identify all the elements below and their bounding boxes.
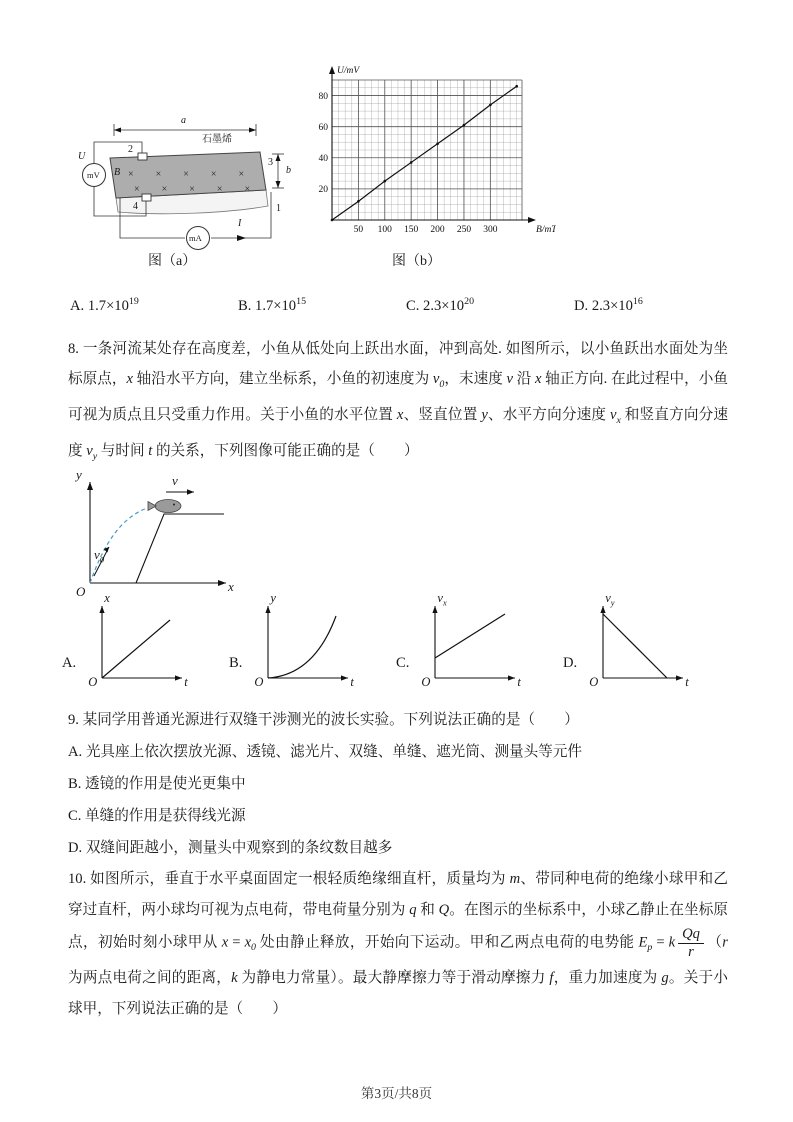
option-letter: C. — [396, 655, 410, 671]
terminal-3-label: 3 — [268, 157, 273, 168]
q8-trajectory-figure — [68, 468, 253, 600]
q8-graph-option-c — [396, 591, 563, 696]
axis-label: y — [270, 591, 276, 605]
svg-text:40: 40 — [318, 153, 328, 164]
q7-options-row — [70, 296, 742, 315]
u-vs-b-line-chart — [304, 64, 556, 246]
option-letter: B. — [229, 655, 243, 671]
axis-label: $v_x$ — [437, 591, 447, 608]
svg-text:U/mV: U/mV — [337, 66, 360, 76]
axis-label-t: t — [350, 675, 354, 689]
q7-option-b: B. $1.7\times 10^{15}$ — [238, 296, 307, 314]
millivoltmeter-label: mV — [87, 170, 100, 180]
velocity-v-label: v — [172, 473, 178, 488]
q7-option-a: A. $1.7\times 10^{19}$ — [70, 296, 139, 314]
trajectory-drawing — [68, 468, 253, 600]
trajectory-path — [90, 504, 164, 583]
svg-text:60: 60 — [318, 122, 328, 133]
question-9-option-a: A. 光具座上依次摆放光源、透镜、滤光片、双缝、单缝、遮光筒、测量头等元件 — [68, 744, 583, 760]
svg-text:250: 250 — [456, 225, 472, 235]
figure-b-caption: 图（b） — [392, 254, 441, 269]
current-I-label: I — [238, 218, 242, 229]
origin-label: O — [254, 675, 264, 689]
axis-label-t: t — [517, 675, 521, 689]
axis-y-label: y — [76, 467, 82, 482]
svg-text:150: 150 — [404, 225, 419, 235]
voltage-U-label: U — [78, 151, 86, 162]
question-9-block — [68, 704, 728, 864]
field-into-page-symbols: × × × × × — [134, 184, 257, 195]
svg-text:300: 300 — [483, 225, 498, 235]
question-9-stem: 9. 某同学用普通光源进行双缝干涉测光的波长实验。下列说法正确的是（ ） — [68, 712, 579, 728]
q8-graph-option-b — [229, 591, 396, 696]
axis-label: $v_y$ — [605, 591, 615, 608]
q8-graph-option-a — [62, 591, 229, 696]
svg-text:100: 100 — [377, 225, 392, 235]
option-letter: D. — [563, 655, 578, 671]
axis-label-t: t — [184, 675, 188, 689]
figure-a-caption: 图（a） — [148, 254, 197, 269]
dimension-b-label: b — [286, 165, 291, 176]
origin-label: O — [76, 584, 86, 599]
figure-b-chart — [304, 64, 556, 246]
svg-text:80: 80 — [318, 91, 328, 102]
svg-text:20: 20 — [318, 185, 328, 196]
axis-x-label: x — [228, 579, 234, 594]
magnetic-field-B-label: B — [114, 167, 121, 178]
option-letter: A. — [62, 655, 77, 671]
origin-label: O — [589, 675, 599, 689]
origin-label: O — [421, 675, 431, 689]
terminal-2-label: 2 — [128, 144, 133, 155]
q7-option-d: D. $2.3\times 10^{16}$ — [574, 296, 643, 314]
terminal-4-label: 4 — [133, 201, 138, 212]
q8-graph-option-d — [563, 591, 730, 696]
question-9-option-b: B. 透镜的作用是使光更集中 — [68, 776, 246, 792]
axis-label: x — [104, 591, 110, 605]
svg-text:200: 200 — [430, 225, 445, 235]
graphene-label: 石墨烯 — [202, 134, 232, 145]
fish-figure — [155, 500, 181, 513]
question-8-text: 8. 一条河流某处存在高度差，小鱼从低处向上跃出水面，冲到高处. 如图所示，以小鱼跃出水面处为坐标原点，x 轴沿水平方向，建立坐标系，小鱼的初速度为 $v_0$，末速度 v 沿 x 轴正方向. 在此过程中，小鱼可视为质点且只受重力作用。关于小鱼的水平位置 x、竖直位置 y、水平方向分速度 $v_x$ 和竖直方向分速度 $v_y$ 与时间 t 的关系，下列图像可能正确的是（ ） — [68, 341, 729, 462]
milliammeter-label: mA — [189, 233, 202, 243]
initial-velocity-label: $v_0$ — [94, 547, 105, 565]
question-9-option-c: C. 单缝的作用是获得线光源 — [68, 808, 246, 824]
q8-option-graphs-row — [62, 591, 730, 696]
question-10-text: 10. 如图所示，垂直于水平桌面固定一根轻质绝缘细直杆，质量均为 m、带同种电荷的绝缘小球甲和乙穿过直杆，两小球均可视为点电荷，带电荷量分别为 q 和 Q。在图示的坐标系中，小球乙静止在坐标原点，初始时刻小球甲从 $x = x_0$ 处由静止释放，开始向下运动。甲和乙两点电荷的电势能 $E_p = k$ $\frac{Qq}{r}$ （r 为两点电荷之间的距离，k 为静电力常量）。最大静摩擦力等于滑动摩擦力 f，重力加速度为 g。关于小球甲，下列说法正确的是（ ） — [68, 871, 728, 1018]
svg-text:B/mT: B/mT — [536, 225, 556, 235]
axis-label-t: t — [685, 675, 689, 689]
q7-option-c: C. $2.3\times 10^{20}$ — [406, 296, 475, 314]
question-9-option-d: D. 双缝间距越小，测量头中观察到的条纹数目越多 — [68, 840, 393, 856]
origin-label: O — [88, 675, 98, 689]
page-number-footer: 第3页/共8页 — [360, 1086, 433, 1101]
dimension-a-label: a — [181, 115, 186, 126]
field-into-page-symbols: × × × × × — [128, 169, 251, 180]
svg-text:50: 50 — [353, 225, 364, 235]
terminal-1-label: 1 — [276, 203, 281, 214]
